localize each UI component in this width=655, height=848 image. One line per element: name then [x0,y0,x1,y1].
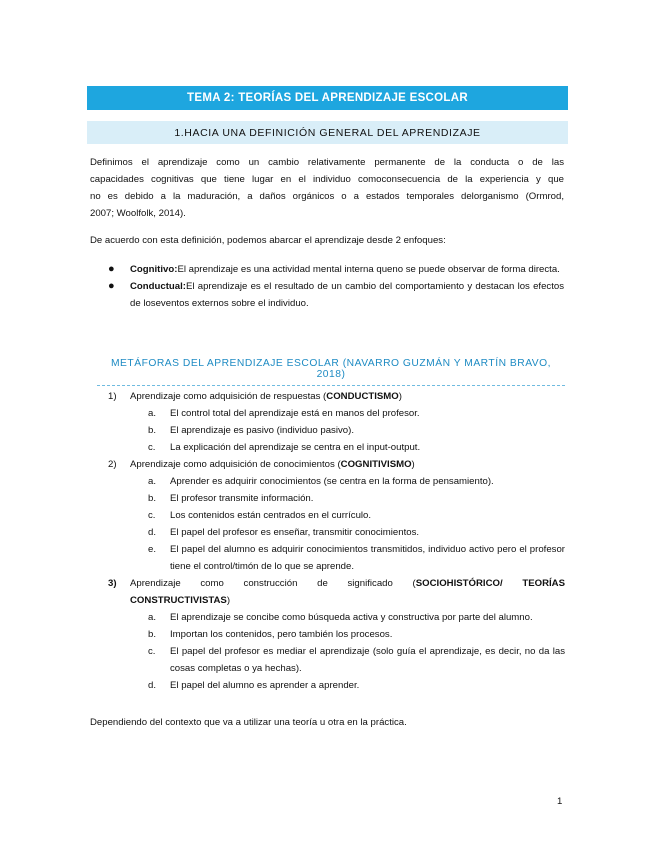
list-item [108,261,564,278]
metaphor-text: Aprendizaje como adquisición de respuestas ( [130,391,327,402]
metaphor-theory: CONDUCTISMO [326,391,399,402]
metaphor-theory: COGNITIVISMO [340,459,412,470]
item-letter: c. [148,646,156,657]
item-letter: a. [148,408,157,419]
metaphors-list [108,388,565,694]
metaphor-text: Aprendizaje como adquisición de conocimientos ( [130,459,341,470]
item-text: El papel del alumno es adquirir conocimientos transmitidos, individuo activo pero el profesor tiene el control/timón de lo que se aprende. [170,544,565,572]
bullet-icon: ● [108,263,115,275]
item-text: Los contenidos están centrados en el currículo. [170,510,372,521]
item-letter: c. [148,442,156,453]
intro-line: Definimos el aprendizaje como un cambio relativamente permanente de la conducta o de las [90,157,564,168]
list-item [130,507,565,524]
item-text: El aprendizaje se concibe como búsqueda activa y constructiva por parte del alumno. [170,612,533,623]
item-text: El papel del profesor es enseñar, transmitir conocimientos. [170,527,420,538]
list-item [130,473,565,490]
item-text: Aprender es adquirir conocimientos (se centra en la forma de pensamiento). [170,476,494,487]
item-text: El papel del alumno es aprender a aprender. [170,680,360,691]
item-text: El papel del profesor es mediar el aprendizaje (solo guía el aprendizaje, es decir, no da las cosas completas o ya hechas). [170,646,565,674]
list-item [130,490,565,507]
list-item [130,643,565,677]
metaphor-item [108,388,565,456]
metaphor-item [108,456,565,575]
document-title: TEMA 2: TEORÍAS DEL APRENDIZAJE ESCOLAR [87,86,568,110]
item-letter: b. [148,629,157,640]
item-text: El aprendizaje es pasivo (individuo pasivo). [170,425,354,436]
term-label: Cognitivo: [130,264,178,275]
term-label: Conductual: [130,281,186,292]
list-item [130,524,565,541]
metaphor-theory: SOCIOHISTÓRICO/ TEORÍAS CONSTRUCTIVISTAS [130,578,565,606]
item-letter: d. [148,527,157,538]
list-item [130,626,565,643]
intro-line: no es debido a la maduración, a daños orgánicos o a estados temporales delorganismo (Ormrod, [90,191,564,202]
list-item [130,405,565,422]
intro-line: 2007; Woolfolk, 2014). [90,208,186,219]
item-number: 2) [108,459,117,470]
metaphors-heading: METÁFORAS DEL APRENDIZAJE ESCOLAR (NAVARRO GUZMÁN Y MARTÍN BRAVO, 2018) [97,358,565,386]
metaphor-close: ) [411,459,415,470]
list-item [130,422,565,439]
item-number: 1) [108,391,117,402]
list-item [130,677,565,694]
item-letter: b. [148,425,157,436]
item-letter: b. [148,493,157,504]
enfoques-list [108,261,564,312]
bullet-icon: ● [108,280,115,292]
list-item [130,541,565,575]
metaphor-item [108,575,565,694]
page-number: 1 [557,796,563,807]
metaphor-text: Aprendizaje como construcción de significado ( [130,578,416,589]
item-letter: c. [148,510,156,521]
item-letter: d. [148,680,157,691]
item-letter: e. [148,544,157,555]
item-number: 3) [108,578,117,589]
item-text: El control total del aprendizaje está en manos del profesor. [170,408,420,419]
list-item [130,609,565,626]
item-text: El profesor transmite información. [170,493,314,504]
enfoques-intro: De acuerdo con esta definición, podemos abarcar el aprendizaje desde 2 enfoques: [90,235,446,246]
section-heading: 1.HACIA UNA DEFINICIÓN GENERAL DEL APRENDIZAJE [87,121,568,144]
item-letter: a. [148,612,157,623]
term-text: El aprendizaje es el resultado de un cambio del comportamiento y destacan los efectos de loseventos externos sobre el individuo. [130,281,564,309]
item-text: La explicación del aprendizaje se centra en el input-output. [170,442,421,453]
list-item [108,278,564,312]
metaphor-close: ) [398,391,402,402]
item-text: Importan los contenidos, pero también los procesos. [170,629,393,640]
item-letter: a. [148,476,157,487]
term-text: El aprendizaje es una actividad mental interna queno se puede observar de forma directa. [177,264,560,275]
intro-line: capacidades cognitivas que tiene lugar en el individuo comoconsecuencia de la experiencia y que [90,174,564,185]
metaphor-close: ) [226,595,231,606]
intro-paragraph [90,154,564,222]
closing-paragraph: Dependiendo del contexto que va a utilizar una teoría u otra en la práctica. [90,717,407,728]
list-item [130,439,565,456]
